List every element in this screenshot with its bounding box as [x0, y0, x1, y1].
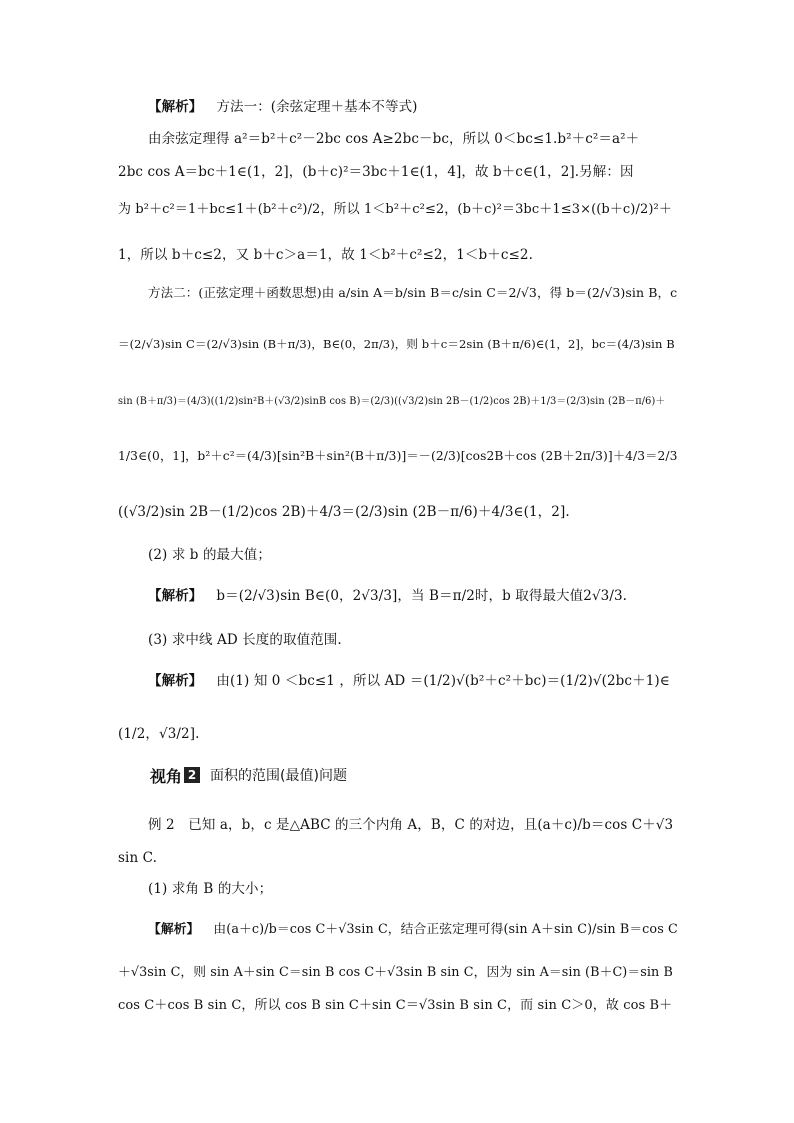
text-line [148, 659, 678, 699]
line-text: 方法二：(正弦定理＋函数思想)由 a/sin A＝b/sin B＝c/sin C＝2/√3，得 b＝(2/√3)sin B，c [148, 285, 678, 300]
text-line [118, 712, 678, 752]
text-line [148, 907, 678, 947]
line-text: cos C＋cos B sin C，所以 cos B sin C＋sin C＝√3sin B sin C，而 sin C＞0，故 cos B＋ [118, 997, 673, 1013]
text-line [118, 490, 678, 530]
line-text: 方法一：(余弦定理＋基本不等式) [216, 99, 418, 115]
text-line [118, 324, 678, 364]
line-text: 1，所以 b＋c≤2，又 b＋c＞a＝1，故 1＜b²＋c²≤2，1＜b＋c≤2. [118, 247, 534, 263]
text-line [118, 380, 678, 420]
line-text: ＋√3sin C，则 sin A＋sin C＝sin B cos C＋√3sin B sin C，因为 sin A＝sin (B＋C)＝sin B [118, 964, 673, 980]
section-number-badge: 2 [184, 767, 200, 783]
text-line [148, 272, 678, 312]
line-text: b＝(2/√3)sin B∈(0，2√3/3]，当 B＝π/2时，b 取得最大值2√3/3. [216, 588, 628, 604]
section-label: 视角 [150, 766, 183, 786]
line-text: ((√3/2)sin 2B－(1/2)cos 2B)＋4/3＝(2/3)sin (2B－π/6)＋4/3∈(1，2]. [118, 504, 570, 520]
line-text: 1/3∈(0，1]，b²＋c²＝(4/3)[sin²B＋sin²(B＋π/3)]＝－(2/3)[cos2B＋cos (2B＋2π/3)]＋4/3＝2/3 [118, 449, 678, 463]
analysis-tag: 【解析】 [148, 921, 200, 937]
text-line [118, 187, 678, 227]
line-text: (1) 求角 B 的大小； [148, 881, 273, 897]
line-text: 由余弦定理得 a²＝b²＋c²－2bc cos A≥2bc－bc，所以 0＜bc≤1.b²＋c²＝a²＋ [148, 131, 640, 147]
text-line [148, 803, 678, 843]
line-text: 例 2 已知 a，b，c 是△ABC 的三个内角 A，B，C 的对边，且(a＋c)/b＝cos C＋√3 [148, 817, 674, 833]
line-text: 由(a＋c)/b＝cos C＋√3sin C，结合正弦定理可得(sin A＋sin C)/sin B＝cos C [213, 921, 678, 937]
section-title: 面积的范围(最值)问题 [210, 768, 347, 784]
section-heading [150, 760, 347, 790]
text-line [118, 435, 678, 475]
line-text: sin (B＋π/3)＝(4/3)((1/2)sin²B＋(√3/2)sinB cos B)＝(2/3)((√3/2)sin 2B－(1/2)cos 2B)＋1/3＝(2/3)sin (2B－π/6)＋ [118, 396, 666, 407]
line-text: 由(1) 知 0 ＜bc≤1 ，所以 AD ＝(1/2)√(b²＋c²＋bc)＝(1/2)√(2bc＋1)∈ [216, 673, 670, 689]
text-line [148, 867, 678, 907]
text-line [148, 574, 678, 614]
line-text: (3) 求中线 AD 长度的取值范围. [148, 632, 342, 648]
text-line [148, 618, 678, 658]
line-text: sin C. [118, 850, 157, 866]
line-text: (2) 求 b 的最大值； [148, 547, 271, 563]
analysis-tag: 【解析】 [148, 673, 203, 689]
analysis-tag: 【解析】 [148, 99, 203, 115]
line-text: (1/2，√3/2]. [118, 726, 200, 742]
text-line [118, 233, 678, 273]
line-text: 为 b²＋c²＝1＋bc≤1＋(b²＋c²)/2，所以 1＜b²＋c²≤2，(b＋c)²＝3bc＋1≤3×((b＋c)/2)²＋ [118, 201, 672, 217]
text-line [118, 983, 678, 1023]
line-text: 2bc cos A＝bc＋1∈(1，2]，(b＋c)²＝3bc＋1∈(1，4]，故 b＋c∈(1，2].另解：因 [118, 164, 634, 180]
line-text: ＝(2/√3)sin C＝(2/√3)sin (B＋π/3)，B∈(0，2π/3)，则 b＋c＝2sin (B＋π/6)∈(1，2]，bc＝(4/3)sin B [118, 337, 675, 351]
analysis-tag: 【解析】 [148, 588, 203, 604]
text-line [148, 533, 678, 573]
text-line [118, 150, 678, 190]
